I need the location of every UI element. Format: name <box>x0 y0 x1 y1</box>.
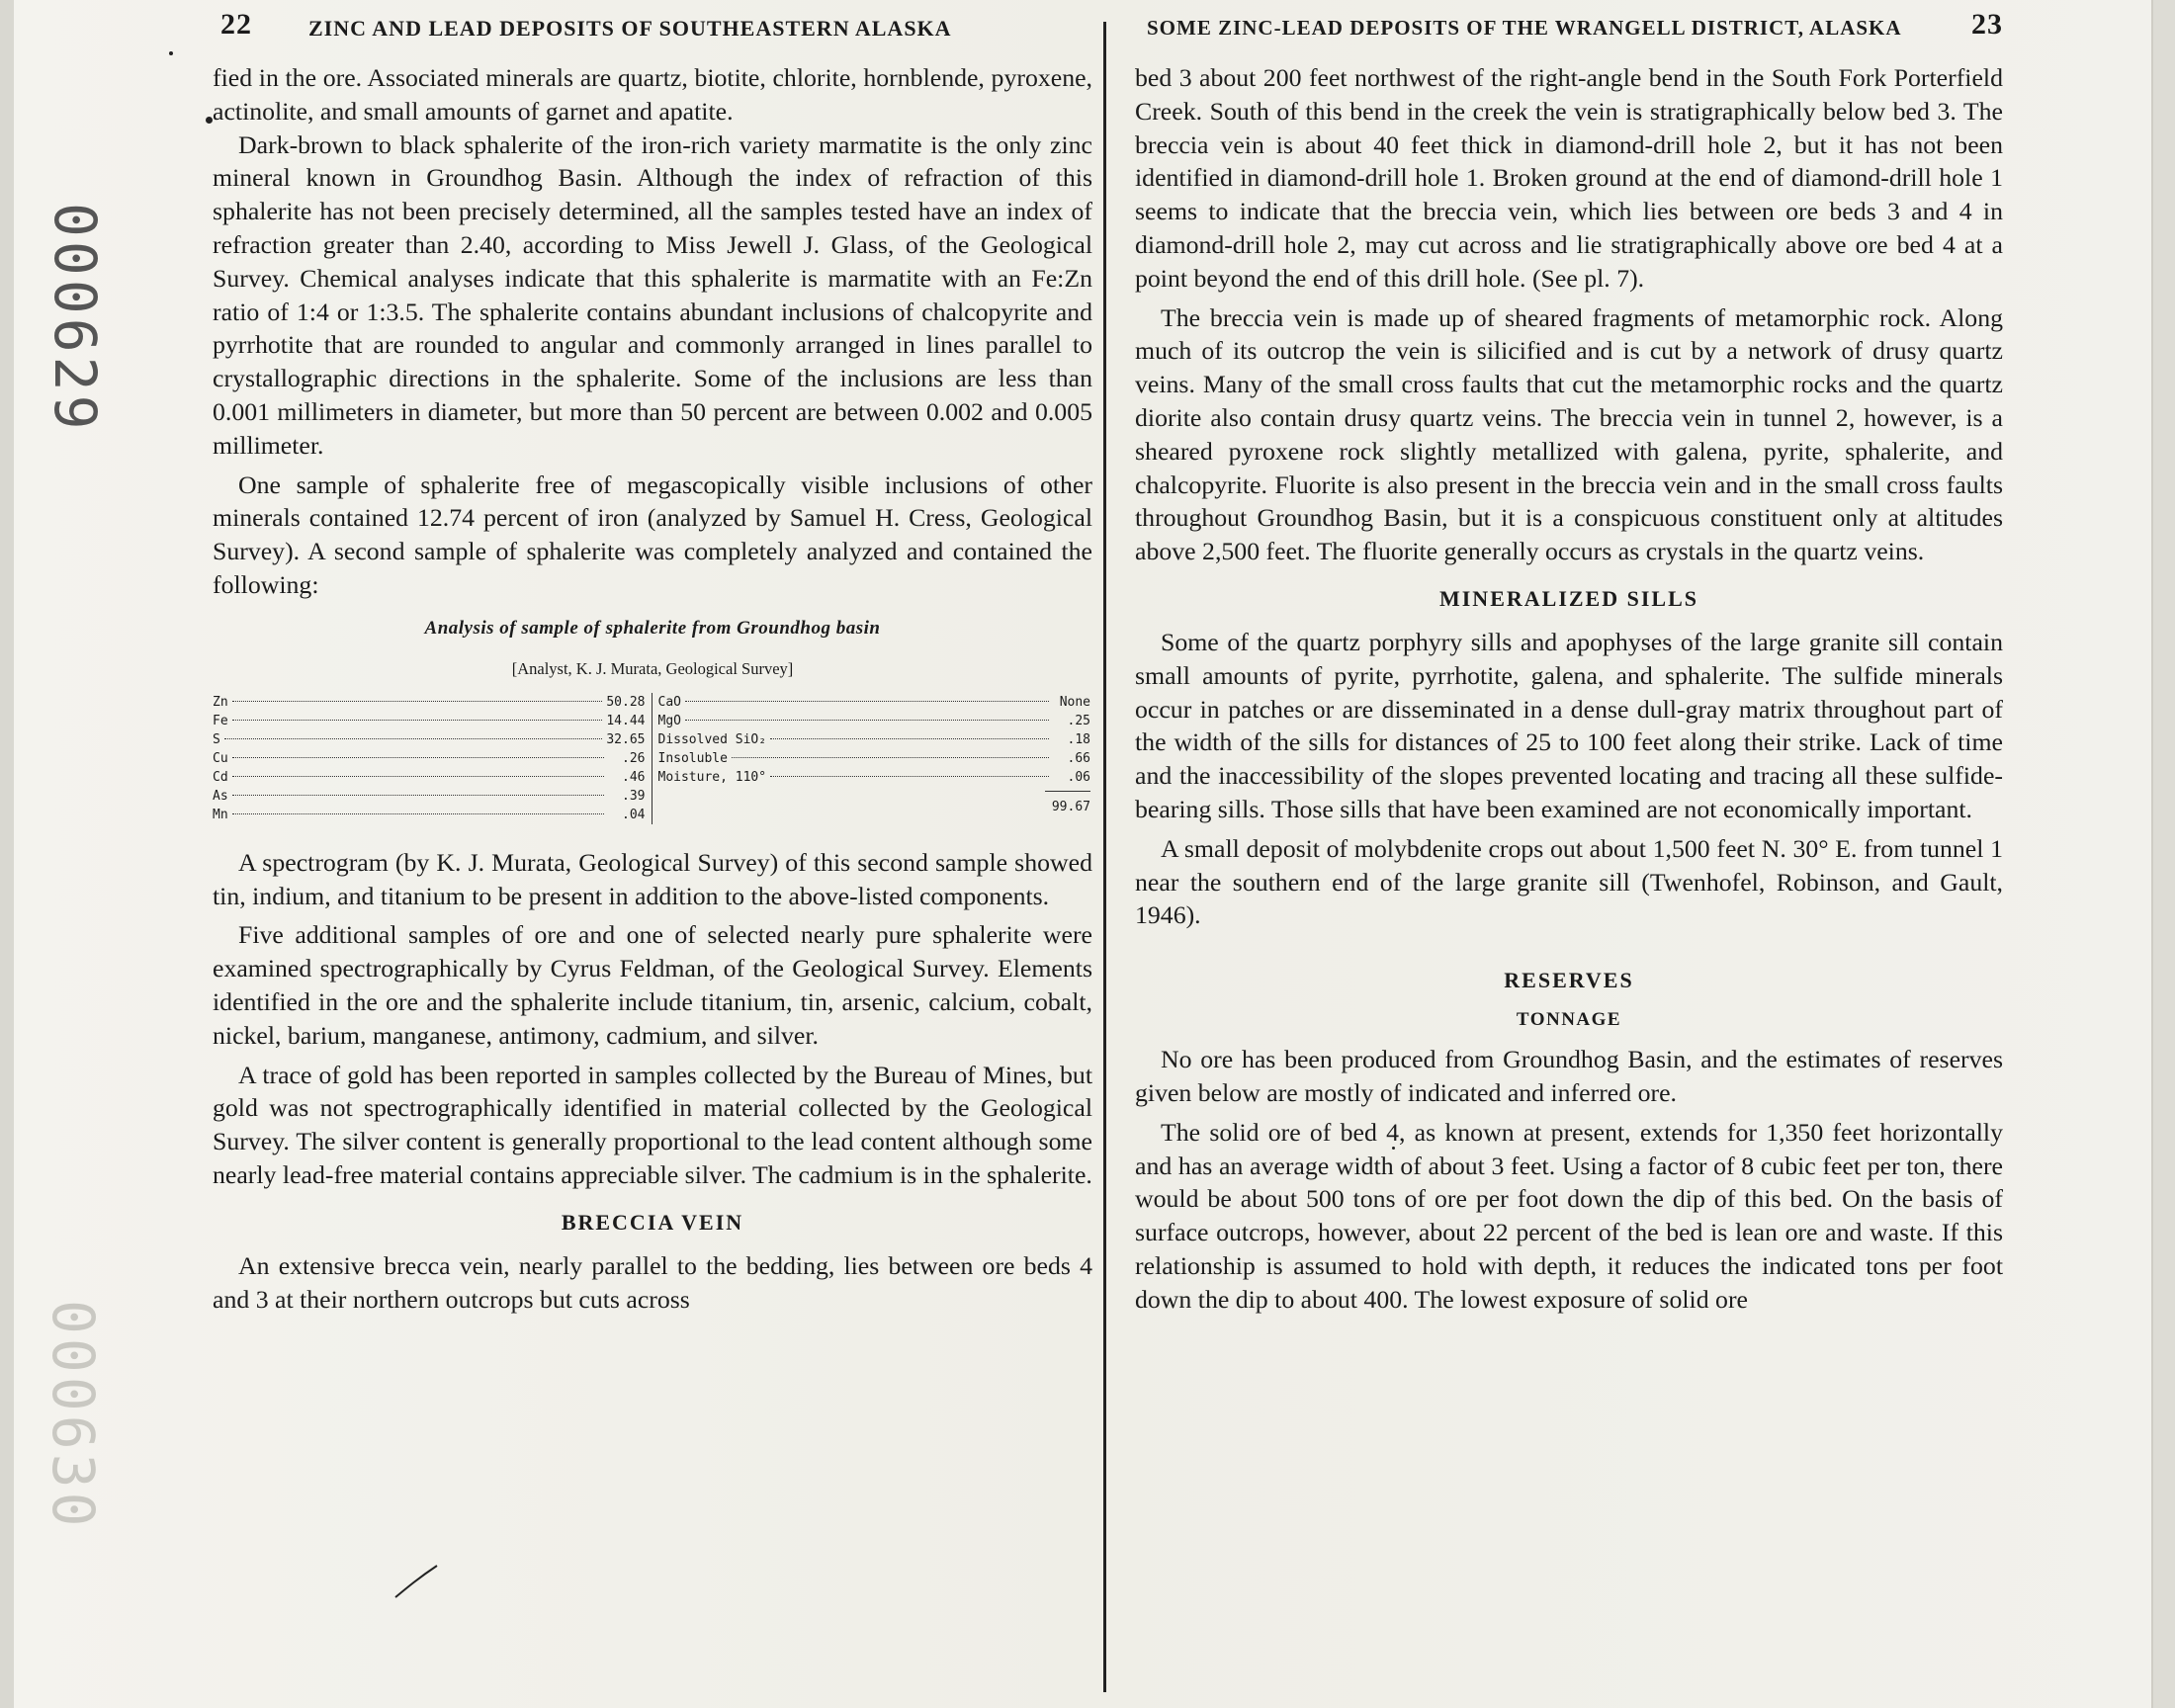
table-row: Moisture, 110° .06 <box>657 769 1090 785</box>
table-row: Mn .04 <box>213 807 646 822</box>
paragraph: bed 3 about 200 feet northwest of the right-angle bend in the South Fork Porterfield Creek. South of this bend in the creek the vein is stratigraphically below bed 3. The breccia vein is about 40 feet thick in diamond-drill hole 2, but it has not been identified in diamond-drill hole 1. Broken ground at the end of diamond-drill hole 1 seems to indicate that the breccia vein, which lies between ore beds 3 and 4 in diamond-drill hole 2, may cut across and lie stratigraphically above ore bed 4 at a point beyond the end of this drill hole. (See pl. 7). <box>1135 63 2003 293</box>
table-row: CaO None <box>657 694 1090 710</box>
section-heading: MINERALIZED SILLS <box>1438 585 1698 611</box>
paragraph: The breccia vein is made up of sheared fragments of metamorphic rock. Along much of its outcrop the vein is silicified and is cut by a network of drusy quartz veins. Many of the small cross faults that cut the metamorphic rocks and the quartz diorite also contain drusy quartz veins. The breccia vein in tunnel 2, however, is a sheared pyroxene rock slightly metallized with galena, pyrite, sphalerite, and chalcopyrite. Fluorite is also present in the breccia vein and in the small cross faults throughout Groundhog Basin, but it is a conspicuous constituent only at altitudes above 2,500 feet. The fluorite generally occurs as crystals in the quartz veins. <box>1135 302 2003 566</box>
table-subtitle: [Analyst, K. J. Murata, Geological Survey] <box>511 658 794 678</box>
table-row: MgO .25 <box>657 713 1090 728</box>
right-running-head <box>1135 8 2003 47</box>
table-row: As .39 <box>213 788 646 804</box>
analysis-table-left-column <box>213 693 652 824</box>
left-page <box>213 0 1092 1708</box>
archive-stamp-bottom: 000630 <box>40 1300 107 1531</box>
table-row: Insoluble .66 <box>657 750 1090 766</box>
table-row: Fe 14.44 <box>213 713 646 728</box>
running-head-title: SOME ZINC-LEAD DEPOSITS OF THE WRANGELL DISTRICT, ALASKA <box>1147 16 1902 40</box>
table-title: Analysis of sample of sphalerite from Groundhog basin <box>424 617 881 639</box>
paragraph: A small deposit of molybdenite crops out about 1,500 feet N. 30° E. from tunnel 1 near the southern end of the large granite sill (Twenhofel, Robinson, and Gault, 1946). <box>1135 833 2003 930</box>
section-heading: RESERVES <box>1504 968 1634 993</box>
paragraph: Five additional samples of ore and one of selected nearly pure sphalerite were examined spectrographically by Cyrus Feldman, of the Geological Survey. Elements identified in the ore and the sphalerite include titanium, tin, arsenic, calcium, cobalt, nickel, barium, manganese, antimony, cadmium, and silver. <box>213 920 1092 1050</box>
paragraph: A trace of gold has been reported in samples collected by the Bureau of Mines, but gold was not spectrographically identified in material collected by the Geological Survey. The silver content is generally proportional to the lead content although some nearly lead-free material contains appreciable silver. The cadmium is in the sphalerite. <box>213 1060 1092 1189</box>
scan-left-margin <box>0 0 14 1708</box>
paragraph: One sample of sphalerite free of megascopically visible inclusions of other minerals contained 12.74 percent of iron (analyzed by Samuel H. Cress, Geological Survey). A second sample of sphalerite was completely analyzed and contained the following: <box>213 470 1092 599</box>
section-heading: BRECCIA VEIN <box>561 1209 744 1235</box>
paragraph: No ore has been produced from Groundhog Basin, and the estimates of reserves given below are mostly of indicated and inferred ore. <box>1135 1045 2003 1107</box>
scan-speck <box>206 117 213 124</box>
right-text-column <box>1135 61 2003 1317</box>
scan-speck <box>169 51 173 55</box>
paragraph: A spectrogram (by K. J. Murata, Geological Survey) of this second sample showed tin, indium, and titanium to be present in addition to the above-listed components. <box>213 847 1092 910</box>
analysis-table <box>213 693 1090 824</box>
table-row: S 32.65 <box>213 731 646 747</box>
paragraph: The solid ore of bed 4, as known at present, extends for 1,350 feet horizontally and has an average width of about 3 feet. Using a factor of 8 cubic feet per ton, there would be about 500 tons of ore per foot down the dip of this bed. On the basis of surface outcrops, however, about 22 percent of the bed is lean ore and waste. If this relationship is assumed to hold with depth, it reduces the indicated tons per foot down the dip to about 400. The lowest exposure of solid ore <box>1135 1117 2003 1314</box>
table-row: Cd .46 <box>213 769 646 785</box>
table-total-row <box>658 787 1091 816</box>
running-head-title: ZINC AND LEAD DEPOSITS OF SOUTHEASTERN ALASKA <box>308 16 952 41</box>
archive-stamp-top: 000629 <box>42 203 109 434</box>
paragraph: Dark-brown to black sphalerite of the iron-rich variety marmatite is the only zinc mineral known in Groundhog Basin. Although the index of refraction of this sphalerite has not been precisely determined, all the samples tested have an index of refraction greater than 2.40, according to Miss Jewell J. Glass, of the Geological Survey. Chemical analyses indicate that this sphalerite is marmatite with an Fe:Zn ratio of 1:4 or 1:3.5. The sphalerite contains abundant inclusions of chalcopyrite and pyrrhotite that are rounded to angular and commonly arranged in lines parallel to crystallographic directions in the sphalerite. Some of the inclusions are less than 0.001 millimeters in diameter, but more than 50 percent are between 0.002 and 0.005 millimeter. <box>213 129 1092 460</box>
subsection-heading: TONNAGE <box>1516 1009 1622 1031</box>
table-row: Zn 50.28 <box>213 694 646 710</box>
paragraph: An extensive brecca vein, nearly parallel to the bedding, lies between ore beds 4 and 3 at their northern outcrops but cuts across <box>213 1250 1092 1314</box>
table-total: 99.67 <box>1045 791 1090 816</box>
paragraph: fied in the ore. Associated minerals are quartz, biotite, chlorite, hornblende, pyroxene, actinolite, and small amounts of garnet and apatite. <box>213 63 1092 126</box>
page-number: 22 <box>220 8 252 41</box>
table-row: Cu .26 <box>213 750 646 766</box>
page-number: 23 <box>1971 8 2003 41</box>
page-gutter-divider <box>1103 22 1106 1692</box>
left-text-column <box>213 61 1092 1316</box>
paragraph: Some of the quartz porphyry sills and apophyses of the large granite sill contain small amounts of pyrite, pyrrhotite, galena, and sphalerite. The sulfide minerals occur in patches or are disseminated in a dense dull-gray matrix throughout part of the width of the sills for distances of 25 to 100 feet along their strike. Lack of time and the inaccessibility of the slopes prevented locating and tracing all these sulfide-bearing sills. Those sills that have been examined are not economically important. <box>1135 627 2003 823</box>
scan-right-margin <box>2151 0 2175 1708</box>
table-row: Dissolved SiO₂ .18 <box>657 731 1090 747</box>
analysis-table-right-column <box>652 693 1091 824</box>
left-running-head <box>213 8 1092 47</box>
right-page <box>1135 0 2003 1708</box>
